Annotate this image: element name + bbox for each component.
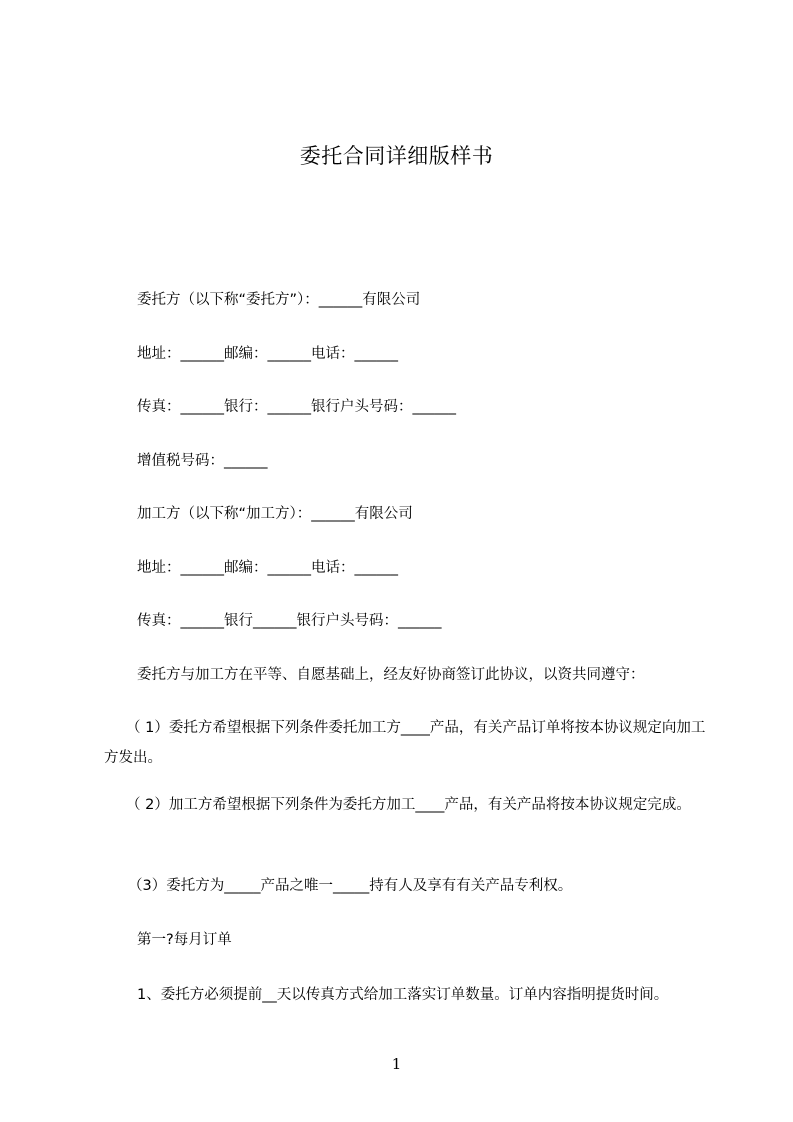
client-address-line: 地址：______邮编：______电话：______ <box>137 346 398 362</box>
order-clause-1-line: 1、委托方必须提前__天以传真方式给加工落实订单数量。订单内容指明提货时间。 <box>137 987 669 1003</box>
agreement-intro-line: 委托方与加工方在平等、自愿基础上，经友好协商签订此协议，以资共同遵守： <box>137 667 645 683</box>
clause-3-line: （3）委托方为_____产品之唯一_____持有人及享有有关产品专利权。 <box>128 878 573 894</box>
client-tax-number-line: 增值税号码：______ <box>137 453 268 469</box>
client-fax-bank-line: 传真：______银行：______银行户头号码：______ <box>137 399 456 415</box>
client-party-line: 委托方（以下称“委托方”）：______有限公司 <box>137 292 421 308</box>
clause-2-paragraph: （ 2）加工方希望根据下列条件为委托方加工____产品，有关产品将按本协议规定完成。 <box>126 797 691 813</box>
processor-fax-bank-line: 传真：______银行______银行户头号码：______ <box>137 613 442 629</box>
page-number: 1 <box>391 1055 402 1073</box>
section-heading-monthly-orders: 第一?每月订单 <box>137 932 232 948</box>
clause-1-paragraph: （ 1）委托方希望根据下列条件委托加工方____产品，有关产品订单将按本协议规定向加工方发出。 <box>104 720 706 766</box>
processor-address-line: 地址：______邮编：______电话：______ <box>137 560 398 576</box>
processor-party-line: 加工方（以下称“加工方）：______有限公司 <box>137 506 413 522</box>
document-title: 委托合同详细版样书 <box>299 144 494 168</box>
